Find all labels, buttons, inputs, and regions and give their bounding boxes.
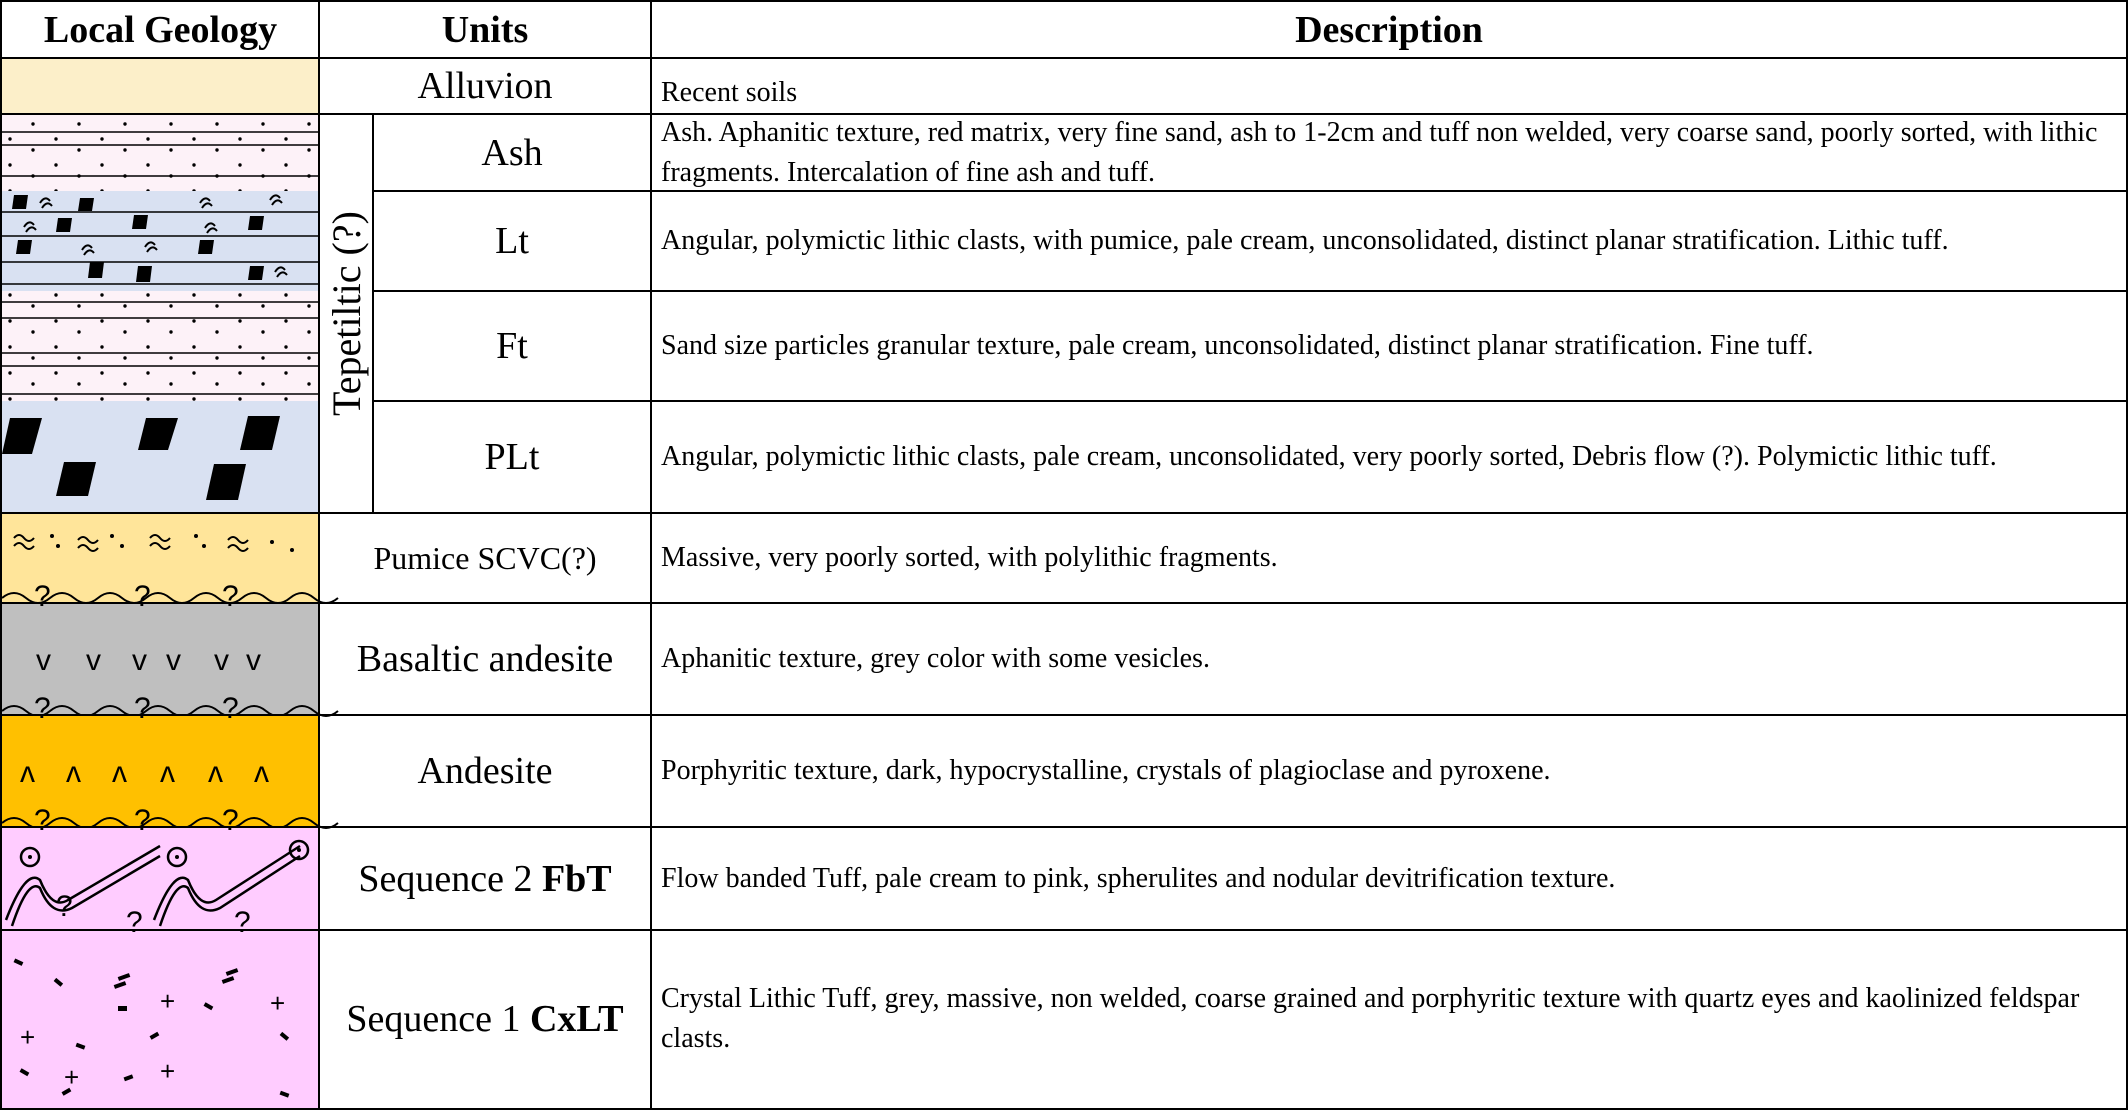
- andesite-mark: ʌ: [112, 756, 127, 789]
- alluvion-swatch: [2, 58, 319, 114]
- andesite-marks: [0, 756, 319, 792]
- basalt-mark: v: [36, 644, 51, 677]
- question-mark: ?: [134, 580, 151, 613]
- crystal-mark: +: [20, 1022, 36, 1052]
- unit-sequence-2-prefix: Sequence 2: [358, 857, 533, 900]
- group-label-tepetiltic: [319, 114, 373, 513]
- header-description: Description: [1295, 9, 1483, 51]
- desc-basaltic-andesite: Aphanitic texture, grey color with some vesicles.: [661, 643, 1210, 674]
- unit-lt: Lt: [495, 220, 529, 262]
- question-mark: ?: [56, 890, 73, 923]
- unit-andesite: Andesite: [417, 750, 553, 792]
- desc-andesite: Porphyritic texture, dark, hypocrystalline, crystals of plagioclase and pyroxene.: [661, 755, 1551, 786]
- crystal-mark: +: [160, 986, 176, 1016]
- question-mark: ?: [126, 906, 143, 939]
- question-mark: ?: [222, 580, 239, 613]
- desc-sequence-1: Crystal Lithic Tuff, grey, massive, non welded, coarse grained and porphyritic texture with quartz eyes and kaolinized feldspar clasts.: [661, 983, 2080, 1054]
- unit-sequence-1-code: CxLT: [529, 998, 624, 1040]
- andesite-mark: ʌ: [66, 756, 81, 789]
- question-mark: ?: [234, 906, 251, 939]
- header-local-geology: Local Geology: [43, 9, 278, 51]
- desc-pumice: Massive, very poorly sorted, with polylithic fragments.: [661, 542, 1278, 573]
- question-mark: ?: [222, 692, 239, 725]
- unit-sequence-2-code: FbT: [541, 857, 612, 900]
- polymictic-lithic-tuff-swatch: [2, 401, 319, 513]
- unit-pumice: Pumice SCVC(?): [373, 539, 597, 576]
- basalt-question-marks: [0, 692, 319, 725]
- sequence2-question-marks: [0, 890, 319, 939]
- crystal-marks: [0, 980, 319, 1100]
- andesite-mark: ʌ: [20, 756, 35, 789]
- basalt-marks: [0, 644, 319, 680]
- question-mark: ?: [34, 692, 51, 725]
- question-mark: ?: [134, 804, 151, 837]
- lithic-tuff-swatch: [2, 191, 319, 291]
- unit-alluvion: Alluvion: [417, 65, 553, 107]
- question-mark: ?: [34, 804, 51, 837]
- header-units: Units: [441, 9, 529, 51]
- question-mark: ?: [34, 580, 51, 613]
- desc-ash: Ash. Aphanitic texture, red matrix, very fine sand, ash to 1-2cm and tuff non welded, very coarse sand, poorly sorted, with lithic fragments. Intercalation of fine ash and tuff.: [661, 116, 2098, 188]
- unit-basaltic-andesite: Basaltic andesite: [356, 638, 614, 680]
- desc-alluvion: Recent soils: [661, 77, 798, 108]
- basalt-mark: v: [132, 644, 147, 677]
- basalt-mark: v: [214, 644, 229, 677]
- desc-ft: Sand size particles granular texture, pale cream, unconsolidated, distinct planar stratification. Fine tuff.: [661, 330, 1814, 361]
- crystal-mark: +: [64, 1062, 80, 1092]
- question-mark: ?: [134, 692, 151, 725]
- andesite-mark: ʌ: [254, 756, 269, 789]
- desc-lt: Angular, polymictic lithic clasts, with pumice, pale cream, unconsolidated, distinct planar stratification. Lithic tuff.: [661, 225, 1949, 256]
- group-label-text: Tepetiltic (?): [323, 211, 369, 416]
- andesite-mark: ʌ: [208, 756, 223, 789]
- pumice-question-marks: [0, 580, 319, 613]
- unit-sequence-1: [319, 930, 651, 1108]
- andesite-mark: ʌ: [160, 756, 175, 789]
- basalt-mark: v: [86, 644, 101, 677]
- unit-sequence-1-prefix: Sequence 1: [346, 998, 521, 1040]
- andesite-question-marks: [0, 804, 319, 837]
- basalt-mark: v: [246, 644, 261, 677]
- unit-sequence-2: [319, 827, 651, 930]
- fine-tuff-swatch: [2, 291, 319, 401]
- ash-swatch: [2, 114, 319, 191]
- crystal-mark: +: [270, 988, 286, 1018]
- question-mark: ?: [222, 804, 239, 837]
- unit-plt: PLt: [484, 436, 540, 478]
- crystal-mark: +: [160, 1056, 176, 1086]
- basalt-mark: v: [166, 644, 181, 677]
- desc-plt: Angular, polymictic lithic clasts, pale cream, unconsolidated, very poorly sorted, Debris flow (?). Polymictic lithic tuff.: [661, 441, 1997, 472]
- unit-ash: Ash: [481, 131, 543, 174]
- desc-sequence-2: Flow banded Tuff, pale cream to pink, spherulites and nodular devitrification texture.: [661, 862, 1616, 894]
- unit-ft: Ft: [496, 325, 528, 367]
